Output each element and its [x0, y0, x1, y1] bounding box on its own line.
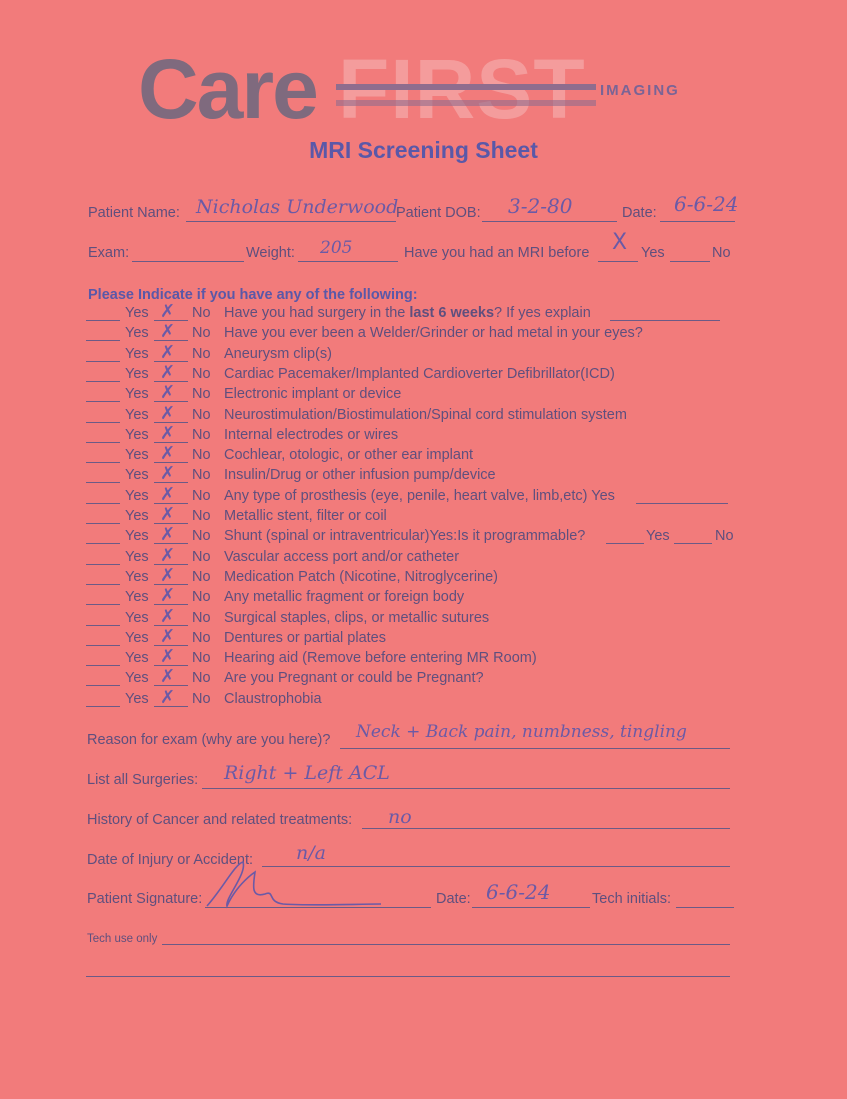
yes-answer-blank[interactable]: [86, 645, 120, 646]
care-first-logo: [138, 44, 698, 134]
question-text-part: Internal electrodes or wires: [224, 426, 399, 443]
yes-label: Yes: [125, 589, 149, 606]
question-row: [86, 524, 786, 548]
yes-answer-blank[interactable]: [86, 482, 120, 483]
yes-answer-blank[interactable]: [86, 462, 120, 463]
no-label: No: [192, 386, 211, 403]
question-row: [86, 301, 786, 325]
question-row: [86, 422, 786, 447]
yes-label: Yes: [125, 670, 149, 687]
injury-label: Date of Injury or Accident:: [87, 852, 254, 868]
no-label: No: [192, 528, 211, 545]
question-row: [86, 646, 786, 670]
no-checkmark: ✗: [160, 605, 176, 627]
exam-label: Exam:: [88, 245, 130, 261]
no-checkmark: ✗: [160, 402, 176, 424]
yes-answer-blank[interactable]: [86, 381, 120, 382]
question-row: [86, 341, 786, 366]
cancer-line: [362, 828, 730, 829]
question-text: [224, 508, 387, 524]
yes-label: Yes: [125, 487, 149, 504]
no-label: No: [192, 629, 211, 646]
question-text: [224, 549, 459, 565]
question-text-part: Neurostimulation/Biostimulation/Spinal cord stimulation system: [224, 406, 627, 423]
no-checkmark: ✗: [160, 463, 176, 485]
date-value[interactable]: 6-6-24: [674, 192, 739, 216]
question-text: [224, 528, 585, 544]
cancer-label: History of Cancer and related treatments:: [87, 812, 353, 828]
logo-imaging-text: IMAGING: [600, 82, 680, 99]
question-text-part: Vascular access port and/or catheter: [224, 548, 460, 565]
question-text: [224, 488, 615, 504]
question-text: [224, 610, 489, 626]
yes-label: Yes: [125, 305, 149, 321]
surgeries-line: [202, 788, 730, 789]
tech-use-label: Tech use only: [87, 933, 158, 945]
no-checkmark: ✗: [160, 585, 176, 607]
question-row: [86, 382, 786, 406]
surgeries-value[interactable]: Right + Left ACL: [224, 762, 390, 784]
shunt-yes-label: Yes: [646, 528, 670, 545]
mri-no-line: [670, 261, 710, 262]
yes-answer-blank[interactable]: [86, 706, 120, 707]
mri-yes-mark[interactable]: X: [612, 230, 628, 255]
yes-answer-blank[interactable]: [86, 361, 120, 362]
surgeries-label: List all Surgeries:: [87, 772, 199, 788]
weight-line: [298, 261, 398, 262]
question-text: [224, 650, 537, 666]
patient-name-value[interactable]: Nicholas Underwood: [196, 196, 399, 218]
no-checkmark: ✗: [160, 564, 176, 586]
no-label: No: [192, 305, 211, 321]
question-text-part: Shunt (spinal or intraventricular)Yes:Is it programmable?: [224, 528, 586, 545]
question-row: [86, 666, 786, 690]
question-row: [86, 625, 786, 650]
question-row: [86, 686, 786, 711]
question-text: [224, 670, 484, 686]
question-text: [224, 467, 496, 483]
no-checkmark: ✗: [160, 666, 176, 688]
yes-label: Yes: [125, 406, 149, 423]
no-checkmark: ✗: [160, 321, 176, 343]
no-label: No: [192, 650, 211, 667]
logo-stripe: [336, 100, 596, 106]
no-checkmark: ✗: [160, 686, 176, 708]
patient-dob-label: Patient DOB:: [396, 205, 481, 221]
yes-answer-blank[interactable]: [86, 564, 120, 565]
question-text-part: Metallic stent, filter or coil: [224, 508, 387, 524]
reason-line: [340, 748, 730, 749]
logo-stripe: [336, 84, 596, 90]
no-checkmark: ✗: [160, 382, 176, 404]
injury-value[interactable]: n/a: [296, 842, 326, 864]
no-checkmark: ✗: [160, 361, 176, 383]
yes-answer-blank[interactable]: [86, 625, 120, 626]
question-row: [86, 483, 786, 508]
question-row: [86, 605, 786, 630]
no-label: No: [192, 548, 211, 565]
yes-label: Yes: [125, 568, 149, 585]
tech-initials-line: [676, 907, 734, 908]
no-label: No: [192, 690, 211, 707]
question-text-part: Have you ever been a Welder/Grinder or had metal in your eyes?: [224, 325, 643, 342]
yes-label: Yes: [125, 629, 149, 646]
prosthesis-yes-line[interactable]: [636, 503, 728, 504]
yes-label: Yes: [125, 365, 149, 382]
logo-care-text: Care: [138, 42, 317, 136]
question-text: [224, 386, 401, 402]
date-line: [660, 221, 735, 222]
question-text: [224, 569, 498, 585]
surgery-explain-line[interactable]: [610, 320, 720, 321]
no-checkmark: ✗: [160, 341, 176, 363]
yes-answer-blank[interactable]: [86, 442, 120, 443]
no-label: No: [192, 568, 211, 585]
patient-name-line: [186, 221, 396, 222]
yes-answer-blank[interactable]: [86, 503, 120, 504]
signature-date-value[interactable]: 6-6-24: [486, 880, 551, 904]
question-text: [224, 427, 398, 443]
weight-label: Weight:: [246, 245, 295, 261]
tech-initials-label: Tech initials:: [592, 891, 671, 907]
no-label: No: [192, 508, 211, 524]
yes-answer-blank[interactable]: [86, 320, 120, 321]
mri-no-label: No: [712, 245, 731, 261]
question-text-part: Claustrophobia: [224, 690, 322, 707]
question-text: [224, 305, 591, 321]
no-label: No: [192, 325, 211, 342]
mri-yes-line: [598, 261, 638, 262]
shunt-yes-line[interactable]: [606, 543, 644, 544]
no-label: No: [192, 406, 211, 423]
shunt-no-label: No: [715, 528, 734, 545]
question-text: [224, 630, 386, 646]
question-text: [224, 407, 627, 423]
patient-name-label: Patient Name:: [88, 205, 180, 221]
no-label: No: [192, 467, 211, 484]
yes-answer-blank[interactable]: [86, 665, 120, 666]
no-label: No: [192, 670, 211, 687]
no-checkmark: ✗: [160, 524, 176, 546]
weight-value[interactable]: 205: [320, 238, 353, 258]
question-row: [86, 402, 786, 427]
signature-date-line: [472, 907, 590, 908]
yes-label: Yes: [125, 467, 149, 484]
date-label: Date:: [622, 205, 657, 221]
yes-label: Yes: [125, 609, 149, 626]
reason-value[interactable]: Neck + Back pain, numbness, tingling: [356, 722, 687, 742]
no-label: No: [192, 487, 211, 504]
signature-label: Patient Signature:: [87, 891, 203, 907]
yes-answer-blank[interactable]: [86, 340, 120, 341]
yes-answer-blank[interactable]: [86, 584, 120, 585]
question-text: [224, 346, 332, 362]
question-row: [86, 463, 786, 487]
exam-line: [132, 261, 244, 262]
no-checkmark: ✗: [160, 422, 176, 444]
question-text-part: Medication Patch (Nicotine, Nitroglycerine): [224, 568, 498, 585]
reason-label: Reason for exam (why are you here)?: [87, 732, 331, 748]
no-checkmark: ✗: [160, 625, 176, 647]
question-text-part: Electronic implant or device: [224, 386, 402, 403]
question-row: [86, 361, 786, 386]
no-checkmark: ✗: [160, 646, 176, 668]
question-text-part: Any metallic fragment or foreign body: [224, 589, 465, 606]
question-text-part: Are you Pregnant or could be Pregnant?: [224, 670, 484, 687]
question-text-part: Cardiac Pacemaker/Implanted Cardioverter Defibrillator(ICD): [224, 365, 615, 382]
question-text-part: Hearing aid (Remove before entering MR Room): [224, 650, 537, 667]
question-text-part: Dentures or partial plates: [224, 629, 386, 646]
question-row: [86, 443, 786, 467]
cancer-value[interactable]: no: [388, 806, 412, 828]
no-checkmark: ✗: [160, 504, 176, 525]
yes-label: Yes: [125, 386, 149, 403]
no-checkmark: ✗: [160, 544, 176, 566]
question-text-part: Have you had surgery in the: [224, 305, 410, 321]
yes-answer-blank[interactable]: [86, 523, 120, 524]
no-label: No: [192, 345, 211, 362]
yes-label: Yes: [125, 690, 149, 707]
question-text-emphasis: last 6 weeks: [409, 305, 495, 321]
yes-label: Yes: [125, 325, 149, 342]
question-text-part: Cochlear, otologic, or other ear implant: [224, 447, 474, 464]
question-row: [86, 504, 786, 528]
no-label: No: [192, 447, 211, 464]
shunt-no-line[interactable]: [674, 543, 712, 544]
question-text: [224, 691, 322, 707]
question-text-part: Insulin/Drug or other infusion pump/device: [224, 467, 496, 484]
no-checkmark: ✗: [160, 443, 176, 465]
yes-answer-blank[interactable]: [86, 401, 120, 402]
yes-label: Yes: [125, 345, 149, 362]
question-text-part: Any type of prosthesis (eye, penile, heart valve, limb,etc) Yes: [224, 487, 615, 504]
mri-before-label: Have you had an MRI before: [404, 245, 590, 261]
signature-scribble[interactable]: [205, 858, 385, 914]
yes-label: Yes: [125, 426, 149, 443]
question-text: [224, 447, 473, 463]
yes-label: Yes: [125, 650, 149, 667]
signature-date-label: Date:: [436, 891, 471, 907]
yes-label: Yes: [125, 447, 149, 464]
question-row: [86, 544, 786, 569]
yes-label: Yes: [125, 508, 149, 524]
yes-answer-blank[interactable]: [86, 685, 120, 686]
no-checkmark: ✗: [160, 301, 176, 322]
sheet-title: MRI Screening Sheet: [309, 137, 538, 163]
yes-label: Yes: [125, 548, 149, 565]
question-text-part: ? If yes explain: [494, 305, 591, 321]
patient-dob-value[interactable]: 3-2-80: [508, 194, 573, 218]
tech-use-line-2: [86, 976, 730, 977]
no-label: No: [192, 589, 211, 606]
no-label: No: [192, 426, 211, 443]
question-text: [224, 325, 643, 341]
question-text: [224, 589, 464, 605]
no-label: No: [192, 365, 211, 382]
yes-answer-blank[interactable]: [86, 543, 120, 544]
mri-yes-label: Yes: [641, 245, 665, 261]
no-label: No: [192, 609, 211, 626]
questions-heading: Please Indicate if you have any of the following:: [88, 287, 418, 303]
question-row: [86, 321, 786, 345]
question-text: [224, 366, 615, 382]
tech-use-line: [162, 944, 730, 945]
yes-answer-blank[interactable]: [86, 422, 120, 423]
yes-answer-blank[interactable]: [86, 604, 120, 605]
patient-dob-line: [482, 221, 617, 222]
question-row: [86, 585, 786, 609]
question-text-part: Aneurysm clip(s): [224, 345, 332, 362]
yes-label: Yes: [125, 528, 149, 545]
question-row: [86, 564, 786, 589]
no-checkmark: ✗: [160, 483, 176, 505]
question-text-part: Surgical staples, clips, or metallic sutures: [224, 609, 490, 626]
